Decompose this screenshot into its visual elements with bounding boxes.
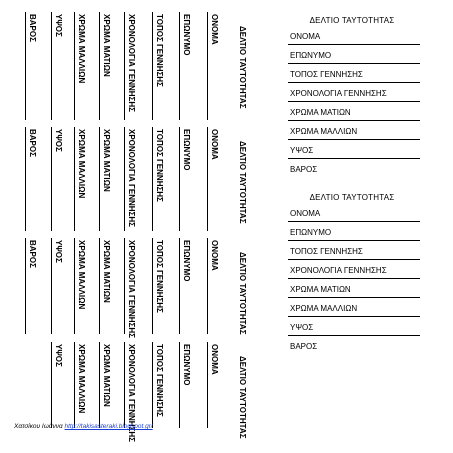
field-hair-color-vertical-label: ΧΡΩΜΑ ΜΑΛΛΙΩΝ [77, 129, 86, 199]
write-line[interactable] [152, 342, 153, 428]
field-height[interactable]: ΥΨΟΣ [284, 318, 420, 337]
write-line[interactable] [207, 12, 208, 120]
write-line[interactable] [99, 127, 100, 231]
field-weight-vertical-label: ΒΑΡΟΣ [28, 240, 37, 268]
field-birthplace-vertical-label: ΤΟΠΟΣ ΓΕΝΝΗΣΗΣ [155, 129, 164, 202]
field-birthplace[interactable]: ΤΟΠΟΣ ΓΕΝΝΗΣΗΣ [284, 65, 420, 84]
card-title-vertical-label: ΔΕΛΤΙΟ ΤΑΥΤΟΤΗΤΑΣ [238, 252, 247, 335]
write-line[interactable] [74, 12, 75, 120]
field-first-name[interactable]: ΟΝΟΜΑ [284, 27, 420, 46]
field-eye-color-vertical-label: ΧΡΩΜΑ ΜΑΤΙΩΝ [102, 344, 111, 407]
field-eye-color-vertical-label: ΧΡΩΜΑ ΜΑΤΙΩΝ [102, 14, 111, 77]
card-title-vertical-label: ΔΕΛΤΙΟ ΤΑΥΤΟΤΗΤΑΣ [238, 141, 247, 224]
field-weight-vertical-label: ΒΑΡΟΣ [28, 129, 37, 157]
field-birthdate-vertical-label: ΧΡΟΝΟΛΟΓΙΑ ΓΕΝΝΗΣΗΣ [127, 14, 136, 112]
field-first-name-vertical-label: ΟΝΟΜΑ [210, 344, 219, 375]
field-surname-vertical-label: ΕΠΩΝΥΜΟ [182, 14, 191, 56]
write-line[interactable] [25, 12, 26, 120]
field-height-vertical-label: ΥΨΟΣ [54, 14, 63, 37]
write-line[interactable] [207, 127, 208, 231]
write-line[interactable] [74, 127, 75, 231]
field-first-name-vertical-label: ΟΝΟΜΑ [210, 240, 219, 271]
field-birthdate-vertical-label: ΧΡΟΝΟΛΟΓΙΑ ΓΕΝΝΗΣΗΣ [127, 129, 136, 227]
field-birthdate-vertical-label: ΧΡΟΝΟΛΟΓΙΑ ΓΕΝΝΗΣΗΣ [127, 240, 136, 338]
write-line[interactable] [179, 342, 180, 428]
write-line[interactable] [207, 238, 208, 334]
card-title: ΔΕΛΤΙΟ ΤΑΥΤΟΤΗΤΑΣ [309, 193, 395, 202]
field-weight-vertical-label: ΒΑΡΟΣ [28, 14, 37, 42]
field-hair-color[interactable]: ΧΡΩΜΑ ΜΑΛΛΙΩΝ [284, 122, 420, 141]
field-birthplace-vertical-label: ΤΟΠΟΣ ΓΕΝΝΗΣΗΣ [155, 344, 164, 417]
field-hair-color-vertical-label: ΧΡΩΜΑ ΜΑΛΛΙΩΝ [77, 240, 86, 310]
field-eye-color-vertical-label: ΧΡΩΜΑ ΜΑΤΙΩΝ [102, 240, 111, 303]
write-line[interactable] [179, 238, 180, 334]
write-line[interactable] [152, 12, 153, 120]
write-line[interactable] [51, 342, 52, 428]
rotated-id-card-4 [0, 342, 260, 442]
write-line[interactable] [99, 238, 100, 334]
rotated-id-card-1 [0, 12, 260, 124]
field-hair-color[interactable]: ΧΡΩΜΑ ΜΑΛΛΙΩΝ [284, 299, 420, 318]
write-line[interactable] [74, 342, 75, 428]
field-first-name-vertical-label: ΟΝΟΜΑ [210, 14, 219, 45]
write-line[interactable] [25, 238, 26, 334]
field-birthplace[interactable]: ΤΟΠΟΣ ΓΕΝΝΗΣΗΣ [284, 242, 420, 261]
write-line[interactable] [74, 238, 75, 334]
field-birthdate[interactable]: ΧΡΟΝΟΛΟΓΙΑ ΓΕΝΝΗΣΗΣ [284, 84, 420, 103]
write-line[interactable] [124, 127, 125, 231]
field-birthplace-vertical-label: ΤΟΠΟΣ ΓΕΝΝΗΣΗΣ [155, 14, 164, 87]
write-line[interactable] [124, 342, 125, 428]
field-surname-vertical-label: ΕΠΩΝΥΜΟ [182, 344, 191, 386]
field-eye-color[interactable]: ΧΡΩΜΑ ΜΑΤΙΩΝ [284, 280, 420, 299]
field-surname[interactable]: ΕΠΩΝΥΜΟ [284, 46, 420, 65]
card-title: ΔΕΛΤΙΟ ΤΑΥΤΟΤΗΤΑΣ [309, 16, 395, 25]
field-weight[interactable]: ΒΑΡΟΣ [290, 165, 318, 174]
write-line[interactable] [124, 238, 125, 334]
field-weight[interactable]: ΒΑΡΟΣ [290, 342, 318, 351]
write-line[interactable] [207, 342, 208, 428]
field-eye-color-vertical-label: ΧΡΩΜΑ ΜΑΤΙΩΝ [102, 129, 111, 192]
field-birthdate-vertical-label: ΧΡΟΝΟΛΟΓΙΑ ΓΕΝΝΗΣΗΣ [127, 344, 136, 442]
field-height-vertical-label: ΥΨΟΣ [54, 344, 63, 367]
id-card-2 [284, 192, 420, 356]
field-surname[interactable]: ΕΠΩΝΥΜΟ [284, 223, 420, 242]
write-line[interactable] [51, 127, 52, 231]
write-line[interactable] [152, 127, 153, 231]
rotated-id-card-2 [0, 127, 260, 235]
field-height-vertical-label: ΥΨΟΣ [54, 240, 63, 263]
blog-link[interactable]: http://takisasteraki.blogspot.gr/ [64, 423, 153, 430]
field-hair-color-vertical-label: ΧΡΩΜΑ ΜΑΛΛΙΩΝ [77, 344, 86, 414]
card-title-vertical-label: ΔΕΛΤΙΟ ΤΑΥΤΟΤΗΤΑΣ [238, 356, 247, 439]
field-eye-color[interactable]: ΧΡΩΜΑ ΜΑΤΙΩΝ [284, 103, 420, 122]
write-line[interactable] [51, 238, 52, 334]
write-line[interactable] [179, 127, 180, 231]
field-surname-vertical-label: ΕΠΩΝΥΜΟ [182, 240, 191, 282]
field-hair-color-vertical-label: ΧΡΩΜΑ ΜΑΛΛΙΩΝ [77, 14, 86, 84]
footer-credit [14, 423, 153, 430]
write-line[interactable] [179, 12, 180, 120]
write-line[interactable] [25, 127, 26, 231]
field-first-name[interactable]: ΟΝΟΜΑ [284, 204, 420, 223]
write-line[interactable] [51, 12, 52, 120]
field-birthdate[interactable]: ΧΡΟΝΟΛΟΓΙΑ ΓΕΝΝΗΣΗΣ [284, 261, 420, 280]
field-birthplace-vertical-label: ΤΟΠΟΣ ΓΕΝΝΗΣΗΣ [155, 240, 164, 313]
id-card-1 [284, 15, 420, 179]
write-line[interactable] [152, 238, 153, 334]
write-line[interactable] [99, 342, 100, 428]
card-title-vertical-label: ΔΕΛΤΙΟ ΤΑΥΤΟΤΗΤΑΣ [238, 26, 247, 109]
rotated-id-card-3 [0, 238, 260, 338]
write-line[interactable] [124, 12, 125, 120]
write-line[interactable] [99, 12, 100, 120]
author-name: Χατσίκου Ιωάννα [14, 423, 63, 430]
field-height-vertical-label: ΥΨΟΣ [54, 129, 63, 152]
field-first-name-vertical-label: ΟΝΟΜΑ [210, 129, 219, 160]
field-surname-vertical-label: ΕΠΩΝΥΜΟ [182, 129, 191, 171]
field-height[interactable]: ΥΨΟΣ [284, 141, 420, 160]
